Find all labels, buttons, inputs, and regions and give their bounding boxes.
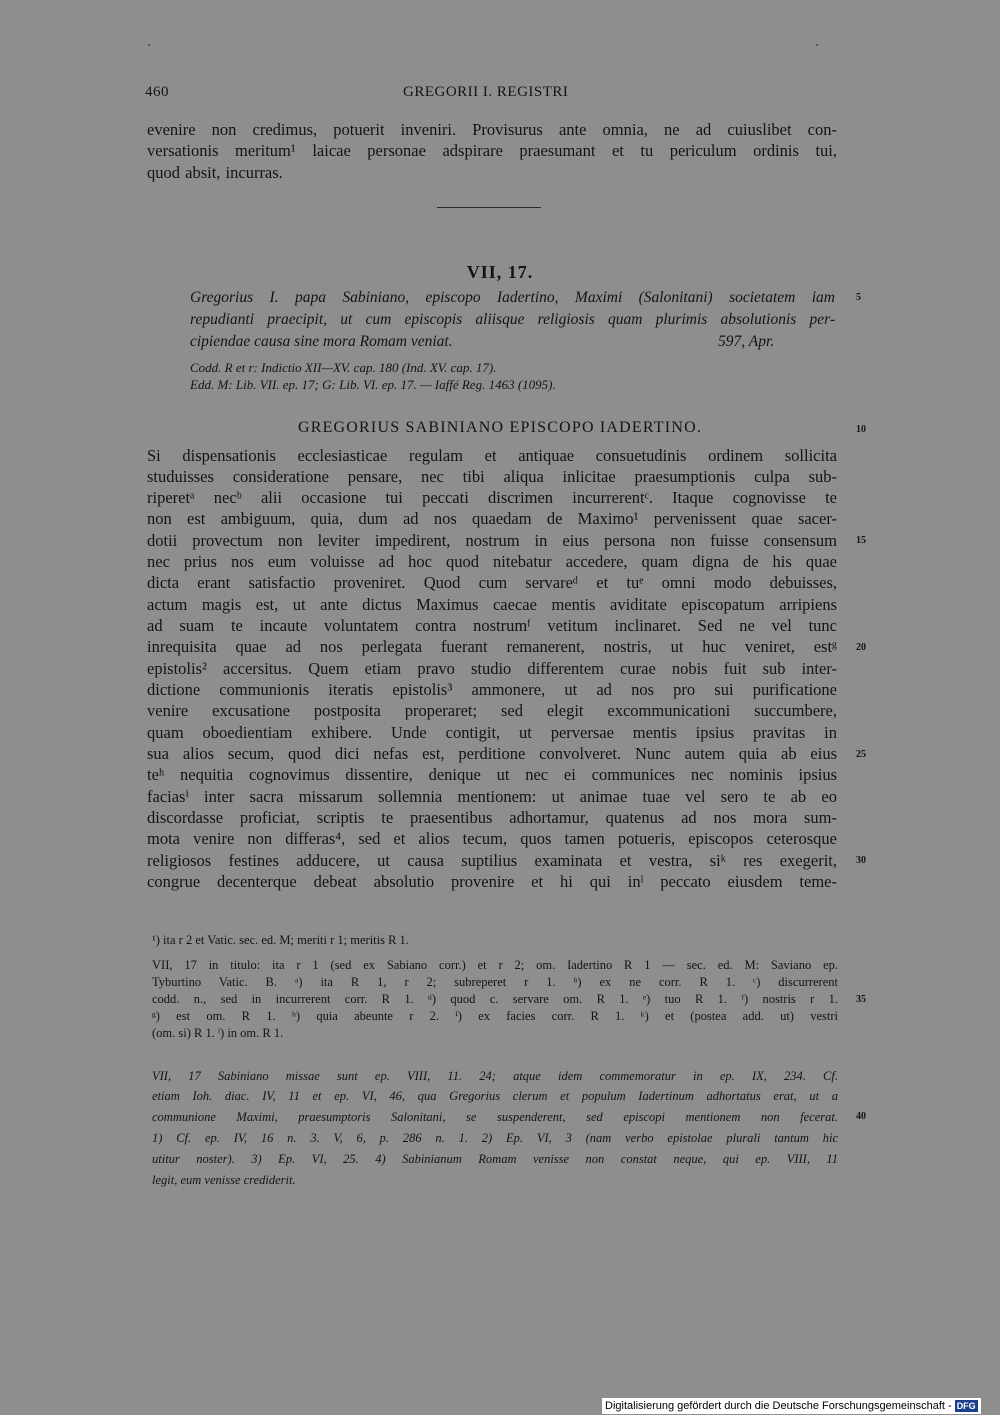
apparatus-line: ᵍ) est om. R 1. ʰ) quia abeunte r 2. ⁱ) ex facies corr. R 1. ᵏ) et (postea add. ut) vestri [152,1009,838,1023]
commentary-line: VII, 17 Sabiniano missae sunt ep. VIII, 11. 24; atque idem commemoratur in ep. IX, 234. Cf. [152,1069,838,1083]
line-number: 40 [856,1111,866,1122]
codd-line: Codd. R et r: Indictio XII—XV. cap. 180 (Ind. XV. cap. 17). [190,360,497,375]
commentary-line: communione Maximi, praesumptoris Salonitani, se suspenderent, sed episcopi mentionem non fecerat. [152,1110,838,1124]
line-number: 5 [856,292,861,303]
codd-line: Edd. M: Lib. VII. ep. 17; G: Lib. VI. ep. 17. — Iaffé Reg. 1463 (1095). [190,377,556,392]
text-line: congrue decenterque debeat absolutio provenire et hi qui inˡ peccato eiusdem teme- [147,872,837,891]
commentary-line: etiam Ioh. diac. IV, 11 et ep. VI, 46, qua Gregorius clerum et populum Iadertinum adhortatus erat, ut a [152,1089,838,1103]
commentary-line: utitur noster). 3) Ep. VI, 25. 4) Sabinianum Romam venisse non constat neque, qui ep. VIII, 11 [152,1152,838,1166]
text-line: evenire non credimus, potuerit inveniri. Provisurus ante omnia, ne ad cuiuslibet con- [147,120,837,139]
dfg-logo-icon: DFG [956,1401,976,1411]
scan-speck [148,44,150,46]
text-line: inrequisita quae ad nos perlegata fuerant remanerent, nostris, ut huc veniret, estᵍ [147,637,837,656]
text-line: ad suam te incaute voluntatem contra nostrumᶠ vetitum inclinaret. Sed ne vel tunc [147,616,837,635]
summary-date: 597, Apr. [718,333,775,350]
scan-speck [816,44,818,46]
text-line: faciasⁱ inter sacra missarum sollemnia mentionem: ut animae tuae vel sero te ab eo [147,787,837,806]
summary-line: Gregorius I. papa Sabiniano, episcopo Iadertino, Maximi (Salonitani) societatem iam [190,289,835,306]
text-line: quam oboedientiam exhibere. Unde contigit, ut perversae mentis ipsius pravitas in [147,723,837,742]
text-line: teʰ nequitia cognovimus dissentire, denique ut nec ei communices nec nominis ipsius [147,765,837,784]
footnote-line: ¹) ita r 2 et Vatic. sec. ed. M; meriti r 1; meritis R 1. [152,933,409,947]
page-number: 460 [145,84,169,100]
line-number: 15 [856,535,866,546]
running-header [145,84,845,108]
text-line: nec prius nos eum voluisse ad hoc quod nitebatur accedere, quam digna de his quae [147,552,837,571]
summary-line: cipiendae causa sine mora Romam veniat. [190,333,453,350]
text-line: studuisses consideratione pensare, nec tibi aliqua inlicitae praesumptionis culpa sub- [147,467,837,486]
text-line: venire excusatione postposita properaret; sed elegit excommunicationi succumbere, [147,701,837,720]
text-line: versationis meritum¹ laicae personae adspirare praesumant et tu periculum ordinis tui, [147,141,837,160]
text-line: quod absit, incurras. [147,163,283,182]
text-line: religiosos festines adducere, ut causa suptilius examinata et vestra, siᵏ res exegerit, [147,851,837,870]
commentary-line: 1) Cf. ep. IV, 16 n. 3. V, 6, p. 286 n. 1. 2) Ep. VI, 3 (nam verbo epistolae plurali tantum hic [152,1131,838,1145]
apparatus-line: Tyburtino Vatic. B. ᵃ) ita R 1, r 2; subreperet r 1. ᵇ) ex ne corr. R 1. ᶜ) discurrerent [152,975,838,989]
text-line: riperetᵃ necᵇ alii occasione tui peccati discrimen incurrerentᶜ. Itaque cognovisse te [147,488,837,507]
funding-footer [602,1398,981,1414]
text-line: dicta erant satisfactio proveniret. Quod cum servareᵈ et tuᵉ omni modo debuisses, [147,573,837,592]
line-number: 10 [856,424,866,435]
line-number: 35 [856,994,866,1005]
letter-number: VII, 17. [466,262,534,282]
line-number: 30 [856,855,866,866]
text-line: Si dispensationis ecclesiasticae regulam et antiquae consuetudinis ordinem sollicita [147,446,837,465]
text-line: dotii provectum non leviter impedirent, nostrum in eius persona non fuisse consensum [147,531,837,550]
text-line: sua alios secum, quod dici nefas est, perditione convolveret. Nunc autem quia ab eius [147,744,837,763]
apparatus-line: (om. si) R 1. ˡ) in om. R 1. [152,1026,284,1040]
summary-line: repudianti praecipit, ut cum episcopis aliisque religiosis quam plurimis absolutionis per- [190,311,835,328]
text-line: discordasse proficiat, scriptis te praesentibus adhortamur, quatenus ad nos mora sum- [147,808,837,827]
apparatus-line: codd. n., sed in incurrerent corr. R 1. ᵈ) quod c. servare om. R 1. ᵉ) tuo R 1. ᶠ) nostris r 1. [152,992,838,1006]
text-line: epistolis² accersitus. Quem etiam pravo studio differentem curae nobis fuit sub inter- [147,659,837,678]
section-divider [437,207,541,208]
running-title: GREGORII I. REGISTRI [403,84,569,100]
text-line: dictione communionis iteratis epistolis³ ammonere, ut ad nos pro sui purificatione [147,680,837,699]
line-number: 20 [856,642,866,653]
footer-text: Digitalisierung gefördert durch die Deutsche Forschungsgemeinschaft - [605,1400,952,1412]
commentary-line: legit, eum venisse crediderit. [152,1173,296,1187]
text-line: non est ambiguum, quia, dum ad nos quaedam de Maximo¹ pervenissent quae sacer- [147,509,837,528]
text-line: actum magis est, ut ante dictus Maximus caecae mentis aviditate episcopatum arripiens [147,595,837,614]
text-line: mota venire non differas⁴, sed et alios tecum, quos tamen potueris, episcopos ceterosque [147,829,837,848]
apparatus-line: VII, 17 in titulo: ita r 1 (sed ex Sabiano corr.) et r 2; om. Iadertino R 1 — sec. ed. M: Saviano ep. [152,958,838,972]
letter-address: GREGORIUS SABINIANO EPISCOPO IADERTINO. [297,419,703,436]
line-number: 25 [856,749,866,760]
